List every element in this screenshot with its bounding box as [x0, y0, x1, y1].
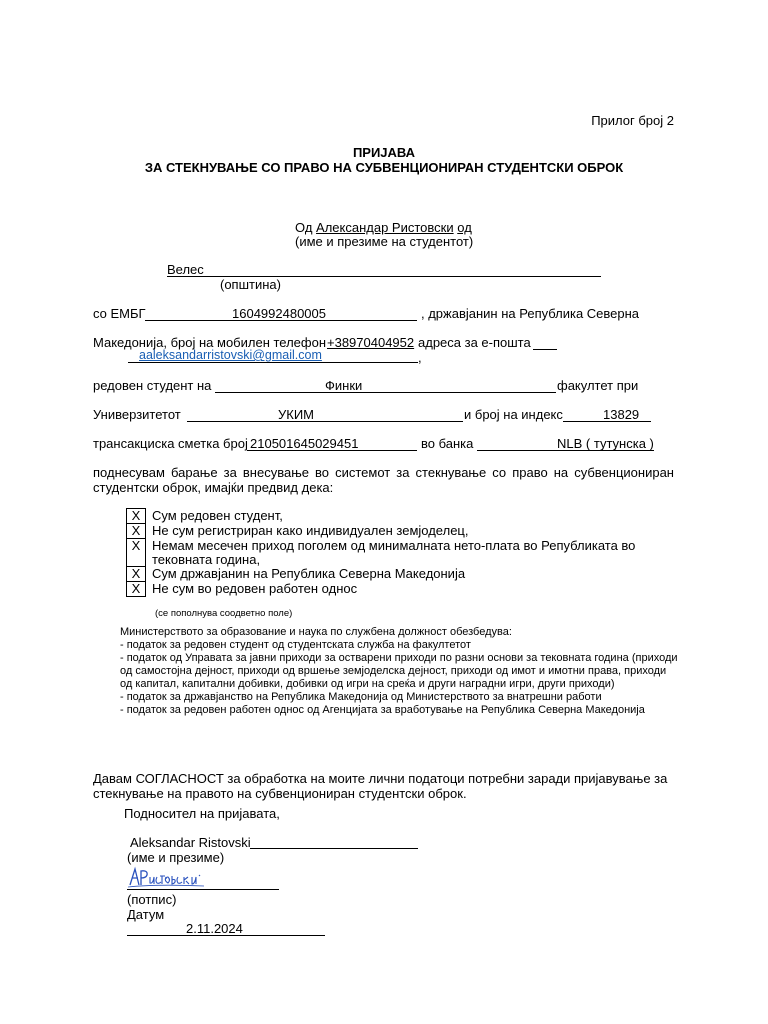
email-suffix: ,: [418, 350, 422, 365]
checklist-item: [127, 567, 643, 582]
signature-image: [126, 864, 206, 890]
email-link[interactable]: aaleksandarristovski@gmail.com: [139, 348, 322, 362]
checkbox-mark[interactable]: X: [127, 567, 146, 582]
submitter-name: Aleksandar Ristovski: [130, 835, 251, 850]
signature-caption: (потпис): [127, 892, 177, 907]
document-title: ПРИЈАВА: [352, 145, 416, 160]
checklist-text: Не сум регистриран како индивидуален земјоделец,: [152, 522, 469, 538]
eligibility-checklist: [126, 508, 643, 597]
ministry-line: - податок за редовен студент од студентската служба на факултетот: [120, 639, 471, 651]
checklist-item: [127, 524, 643, 539]
faculty-label: факултет при: [557, 378, 639, 393]
citizenship-text: , државјанин на Република Северна: [421, 306, 640, 321]
embg-value: 1604992480005: [232, 306, 326, 321]
index-value: 13829: [603, 407, 640, 422]
name-caption: (име и презиме на студентот): [295, 234, 474, 249]
from-prefix: Од: [295, 220, 313, 235]
email-line: [128, 362, 418, 363]
fill-note: (се пополнува соодветно поле): [155, 608, 293, 619]
account-label: трансакциска сметка број: [93, 436, 248, 451]
checklist-text: Сум државјанин на Република Северна Македонија: [152, 565, 466, 581]
ministry-line: - податок за државјанство на Република Македонија од Министерството за внатрешни работи: [120, 691, 602, 703]
embg-label: со ЕМБГ: [93, 306, 146, 321]
submitter-line: [250, 848, 418, 849]
municipality-value: Велес: [167, 262, 204, 277]
faculty-line: [215, 392, 556, 393]
checkbox-mark[interactable]: X: [127, 509, 146, 524]
ministry-line: - податок за редовен работен однос од Агенцијата за вработување на Република Северна Македонија: [120, 704, 645, 716]
annex-number: Прилог број 2: [591, 113, 674, 128]
university-label: Универзитетот: [93, 407, 181, 422]
ministry-line: - податок од Управата за јавни приходи за остварени приходи по разни основи за тековната година (приходи од самостојна дејност, приходи од вршење земјоделска дејност, приходи од имот и имотни права, приходи од капитал, капитални добивки, добивки од игри на среќа и други наградни игри, други приходи): [120, 652, 678, 690]
mobile-value: +38970404952: [327, 335, 415, 350]
bank-value: NLB ( тутунска ): [557, 436, 654, 451]
checklist-item: [127, 539, 643, 567]
email-line-a: [533, 349, 557, 350]
student-label: редовен студент на: [93, 378, 212, 393]
account-value: 210501645029451: [250, 436, 359, 451]
applicant-name: Александар Ристовски: [316, 220, 454, 235]
document-subtitle: ЗА СТЕКНУВАЊЕ СО ПРАВО НА СУБВЕНЦИОНИРАН СТУДЕНТСКИ ОБРОК: [144, 160, 624, 175]
checklist-item: [127, 509, 643, 524]
checklist-text: Не сум во редовен работен однос: [152, 580, 358, 596]
checkbox-mark[interactable]: X: [127, 524, 146, 539]
municipality-caption: (општина): [220, 277, 281, 292]
from-suffix: од: [457, 220, 472, 235]
checklist-item: [127, 582, 643, 597]
checklist-text: Немам месечен приход поголем од минималната нето-плата во Републиката во тековната година,: [152, 537, 636, 567]
university-value: УКИМ: [278, 407, 315, 422]
submitter-caption: (име и презиме): [127, 850, 225, 865]
date-label: Датум: [127, 907, 165, 922]
signature-line: [127, 889, 279, 890]
ministry-line: Министерството за образование и наука по службена должност обезбедува:: [120, 626, 512, 638]
consent-paragraph: Давам СОГЛАСНОСТ за обработка на моите лични податоци потребни заради пријавување за стекнување на правото на субвенциониран студентски оброк.: [93, 771, 668, 801]
index-label: и број на индекс: [464, 407, 563, 422]
checkbox-mark[interactable]: X: [127, 539, 146, 567]
faculty-value: Финки: [325, 378, 363, 393]
email-label: адреса за е-пошта: [418, 335, 531, 350]
university-line: [187, 421, 463, 422]
bank-label: во банка: [421, 436, 474, 451]
ministry-notes: [120, 626, 680, 717]
applicant-line: [295, 220, 472, 235]
checkbox-mark[interactable]: X: [127, 582, 146, 597]
date-value: 2.11.2024: [186, 921, 243, 936]
mobile-label: Македонија, број на мобилен телефон: [93, 335, 327, 350]
submitter-label: Подносител на пријавата,: [124, 806, 280, 821]
request-paragraph: поднесувам барање за внесување во системот за стекнување со право на субвенциониран студентски оброк, имајќи предвид дека:: [93, 465, 674, 495]
checklist-text: Сум редовен студент,: [152, 507, 283, 523]
